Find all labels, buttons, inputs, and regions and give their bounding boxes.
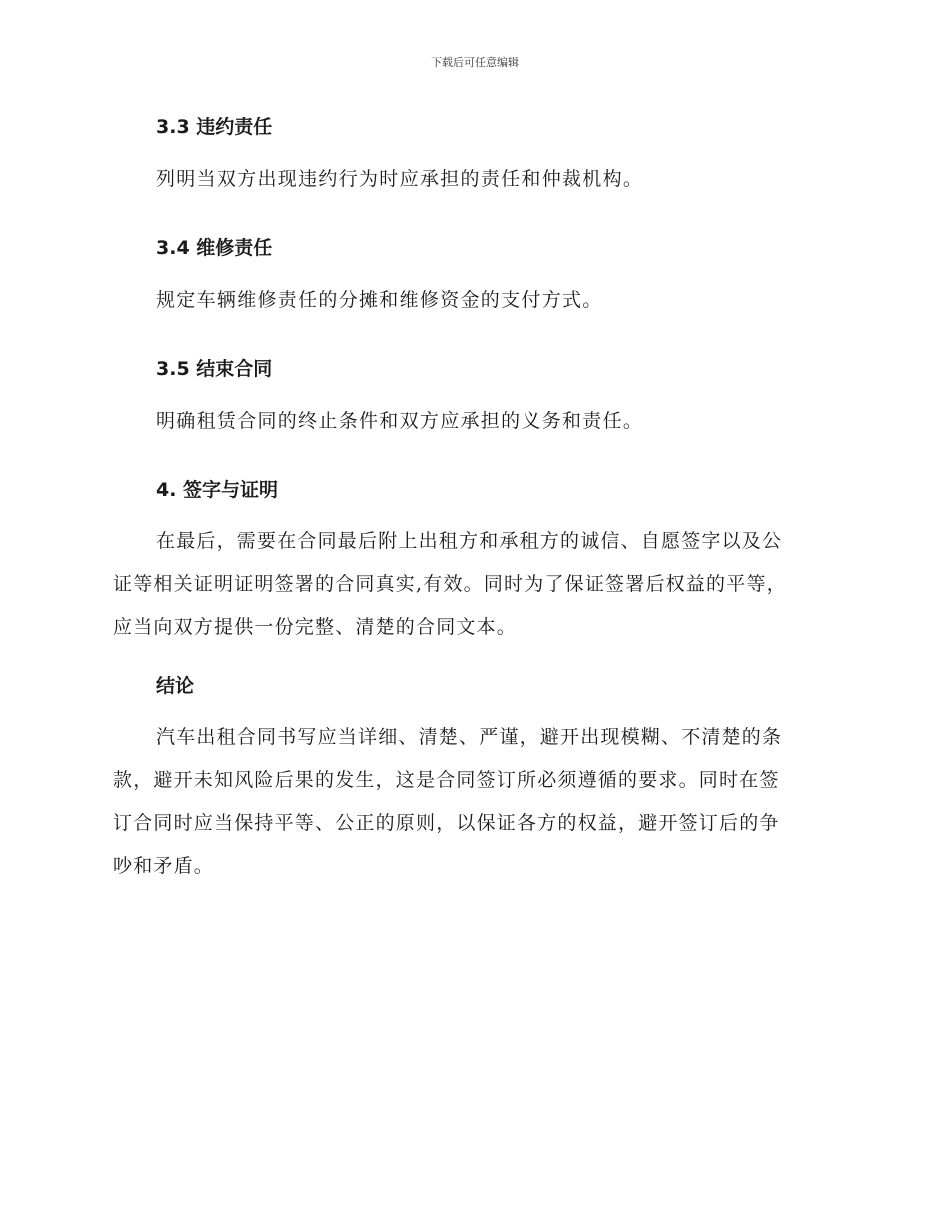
section-heading-3-4: 3.4 维修责任 bbox=[156, 237, 273, 259]
page-header: 下载后可任意编辑 bbox=[431, 56, 519, 69]
section-body-3-5: 明确租赁合同的终止条件和双方应承担的义务和责任。 bbox=[156, 410, 644, 432]
paragraph-line: 吵和矛盾。 bbox=[113, 855, 215, 877]
section-heading-3-5: 3.5 结束合同 bbox=[156, 358, 273, 380]
section-body-3-4: 规定车辆维修责任的分摊和维修资金的支付方式。 bbox=[156, 289, 603, 311]
document-body bbox=[113, 110, 831, 888]
paragraph-line: 证等相关证明证明签署的合同真实,有效。同时为了保证签署后权益的平等， bbox=[113, 573, 787, 595]
paragraph-line: 应当向双方提供一份完整、清楚的合同文本。 bbox=[113, 616, 518, 638]
conclusion-body bbox=[113, 716, 831, 888]
section-body-4 bbox=[113, 520, 831, 649]
section-heading-3-3: 3.3 违约责任 bbox=[156, 116, 273, 138]
paragraph-line: 在最后，需要在合同最后附上出租方和承租方的诚信、自愿签字以及公 bbox=[156, 530, 783, 552]
paragraph-line: 订合同时应当保持平等、公正的原则，以保证各方的权益，避开签订后的争 bbox=[113, 812, 780, 834]
paragraph-line: 汽车出租合同书写应当详细、清楚、严谨，避开出现模糊、不清楚的条 bbox=[156, 726, 783, 748]
paragraph-line: 款，避开未知风险后果的发生，这是合同签订所必须遵循的要求。同时在签 bbox=[113, 769, 780, 791]
conclusion-heading: 结论 bbox=[156, 675, 195, 697]
section-heading-4: 4. 签字与证明 bbox=[156, 479, 279, 501]
section-body-3-3: 列明当双方出现违约行为时应承担的责任和仲裁机构。 bbox=[156, 168, 644, 190]
